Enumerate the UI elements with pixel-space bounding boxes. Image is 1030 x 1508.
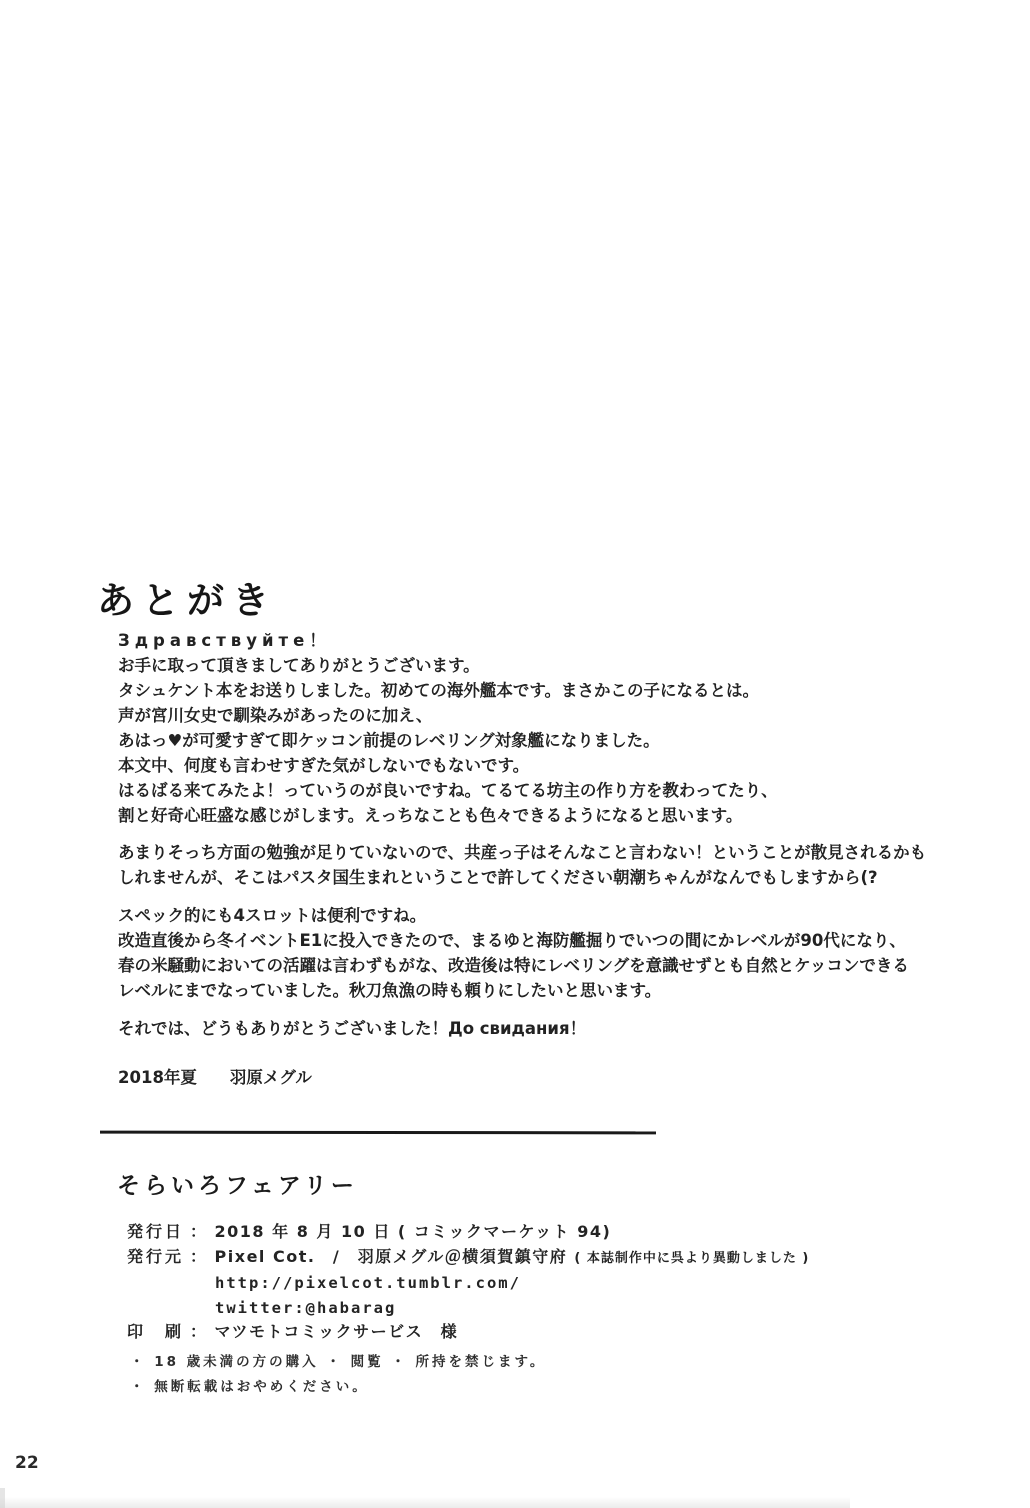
page-number: 22: [15, 1453, 39, 1473]
text-line: はるばる来てみたよ！っていうのが良いですね。てるてる坊主の作り方を教わってたり、: [118, 781, 778, 800]
colophon-row-publisher: [127, 1245, 809, 1272]
colophon-row-url: [127, 1271, 809, 1296]
afterword-heading: あとがき: [97, 579, 277, 622]
afterword-body: [118, 628, 998, 1090]
legal-notes: [130, 1350, 546, 1399]
text-line: 声が宮川女史で馴染みがあったのに加え、: [118, 706, 433, 725]
colon-separator: ：: [190, 1222, 208, 1241]
text-line: 本文中、何度も言わせすぎた気がしないでもないです。: [118, 756, 530, 775]
text-line: あはっ♥が可愛すぎて即ケッコン前提のレベリング対象艦になりました。: [118, 731, 660, 750]
closing-line: それでは、どうもありがとうございました！До свидания！: [118, 1019, 587, 1038]
scan-edge-artifact: [0, 1497, 850, 1508]
afterword-paragraph-2: [118, 840, 998, 890]
publish-date-value: 2018 年 8 月 10 日 ( コミックマーケット 94): [214, 1222, 612, 1241]
publish-date-label: 発行日: [127, 1222, 185, 1241]
colon-separator: ：: [190, 1246, 208, 1266]
afterword-paragraph-1: [118, 653, 998, 828]
paragraph-gap: [118, 1003, 998, 1016]
paragraph-gap: [118, 1041, 998, 1065]
publisher-value: [215, 1245, 810, 1272]
printer-label: 印 刷: [127, 1322, 185, 1341]
website-url: http://pixelcot.tumblr.com/: [215, 1274, 521, 1292]
colon-separator: ：: [190, 1322, 208, 1341]
colophon-row-printer: [127, 1320, 809, 1345]
twitter-handle: twitter:@habarag: [215, 1298, 397, 1317]
publisher-name: Pixel Cot. / 羽原メグル＠横須賀鎮守府: [214, 1246, 568, 1266]
publisher-note: ( 本誌制作中に呉より異動しました ): [574, 1250, 810, 1266]
text-line: お手に取って頂きましてありがとうございます。: [118, 656, 480, 675]
publisher-label: 発行元: [127, 1246, 185, 1266]
text-line: 改造直後から冬イベントE1に投入できたので、まるゆと海防艦掘りでいつの間にかレベルが90代になり、: [118, 931, 906, 950]
text-line: ・ 18 歳未満の方の購入 ・ 閲覧 ・ 所持を禁じます。: [130, 1354, 547, 1370]
text-line: ・ 無断転載はおやめください。: [130, 1378, 369, 1395]
colophon-row-twitter: [127, 1296, 809, 1321]
book-title: そらいろフェアリー: [117, 1173, 358, 1199]
paragraph-gap: [118, 890, 998, 903]
scan-corner-artifact: [0, 1488, 5, 1508]
colophon-row-publish-date: [127, 1220, 809, 1245]
text-line: あまりそっち方面の勉強が足りていないので、共産っ子はそんなこと言わない！ということが散見されるかも: [118, 843, 927, 862]
text-line: タシュケント本をお送りしました。初めての海外艦本です。まさかこの子になるとは。: [118, 681, 760, 700]
colophon-block: [127, 1220, 809, 1345]
afterword-paragraph-3: [118, 903, 998, 1003]
text-line: 割と好奇心旺盛な感じがします。えっちなことも色々できるようになると思います。: [118, 806, 743, 825]
paragraph-gap: [118, 828, 998, 840]
text-line: スペック的にも4スロットは便利ですね。: [118, 906, 427, 925]
printer-value: マツモトコミックサービス 様: [214, 1322, 459, 1341]
author-signature: 2018年夏 羽原メグル: [118, 1068, 312, 1087]
divider-rule: [100, 1131, 656, 1134]
text-line: レベルにまでなっていました。秋刀魚漁の時も頼りにしたいと思います。: [118, 981, 662, 1000]
text-line: しれませんが、そこはパスタ国生まれということで許してください朝潮ちゃんがなんでもしますから(?: [118, 868, 878, 887]
greeting-line: Здравствуйте！: [118, 631, 331, 650]
text-line: 春の米騒動においての活躍は言わずもがな、改造後は特にレベリングを意識せずとも自然とケッコンできる: [118, 956, 909, 975]
